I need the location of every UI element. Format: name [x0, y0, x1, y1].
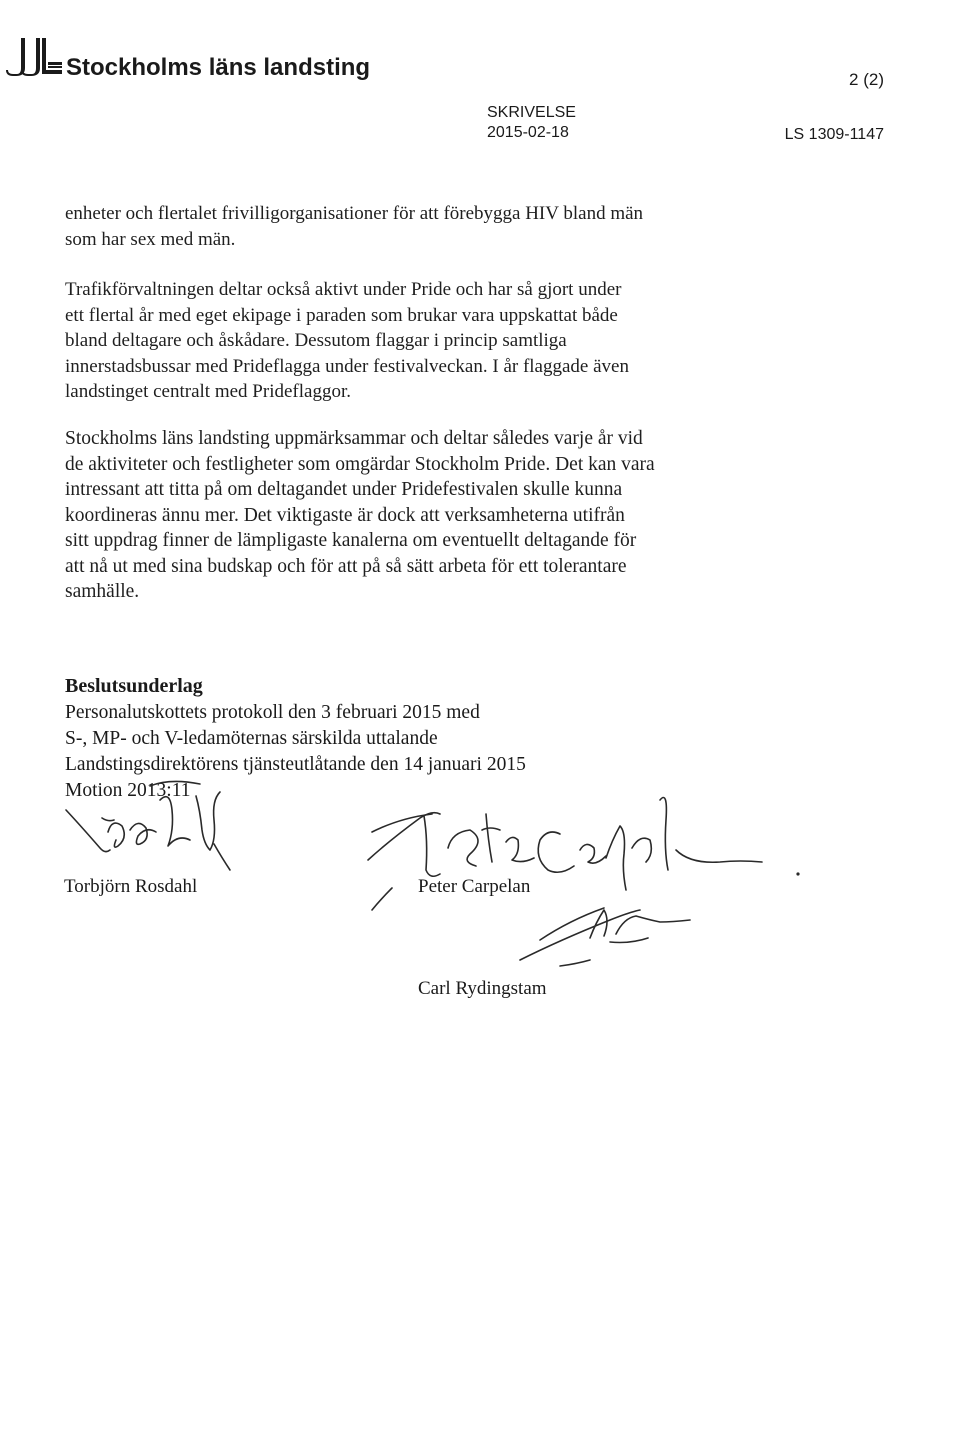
document-type: SKRIVELSE — [487, 104, 576, 121]
signer-name-2: Peter Carpelan — [418, 876, 531, 897]
body-paragraph-3: Stockholms läns landsting uppmärksammar och deltar således varje år vid de aktiviteter och festligheter som omgärdar Stockholm Pride. Det kan vara intressant att titta på om deltagandet under Pridefestivalen skulle kunna koordineras ännu mer. Det viktigaste är dock att verksamheterna utifrån sitt uppdrag finner de lämpligaste kanalerna om eventuellt deltagande för att nå ut med sina budskap och för att på så sätt arbeta för ett tolerantare samhälle. — [65, 428, 655, 602]
body-paragraph-2: Trafikförvaltningen deltar också aktivt under Pride och har så gjort under ett flertal år med eget ekipage i paraden som brukar vara uppskattat både bland deltagare och åskådare. Dessutom flaggar i princip samtliga innerstadsbussar med Prideflagga under festivalveckan. I år flaggade även landstinget centralt med Prideflaggor. — [65, 279, 629, 402]
document-reference: LS 1309-1147 — [784, 126, 884, 143]
list-item: Personalutskottets protokoll den 3 februari 2015 med — [65, 702, 480, 723]
list-item: Motion 2013:11 — [65, 780, 191, 801]
list-item: S-, MP- och V-ledamöternas särskilda uttalande — [65, 728, 438, 749]
signer-name-3: Carl Rydingstam — [418, 978, 547, 999]
page-number: 2 (2) — [849, 70, 884, 89]
sll-logo-icon — [4, 34, 64, 78]
body-paragraph-1: enheter och flertalet frivilligorganisationer för att förebygga HIV bland män som har sex med män. — [65, 203, 644, 250]
organization-name: Stockholms läns landsting — [66, 54, 371, 81]
document-date: 2015-02-18 — [487, 124, 569, 141]
list-item: Landstingsdirektörens tjänsteutlåtande den 14 januari 2015 — [65, 754, 526, 775]
decision-basis-list — [65, 700, 526, 804]
decision-basis-heading: Beslutsunderlag — [65, 675, 203, 697]
signer-name-1: Torbjörn Rosdahl — [64, 876, 198, 897]
signature-rydingstam — [520, 908, 690, 966]
